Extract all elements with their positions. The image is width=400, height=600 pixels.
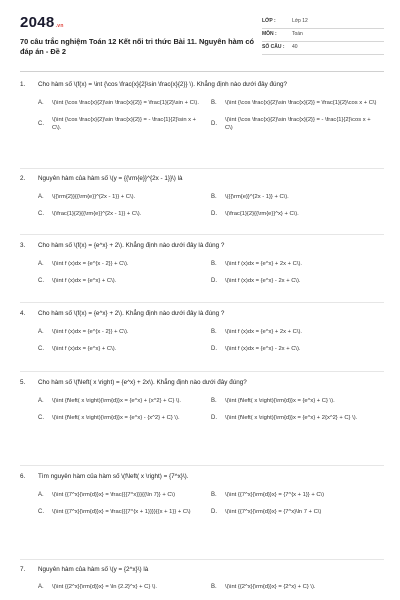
question-divider bbox=[20, 168, 384, 169]
option-a[interactable] bbox=[38, 491, 211, 499]
option-letter: C. bbox=[38, 508, 44, 515]
question-divider bbox=[20, 371, 384, 372]
option-c[interactable] bbox=[38, 345, 211, 353]
option-a[interactable] bbox=[38, 583, 211, 591]
option-c[interactable] bbox=[38, 277, 211, 285]
option-text: \(\int {f\left( x \right){\rm{d}}x = {e^x} + 2{x^2} + C} \). bbox=[225, 414, 358, 421]
question-stem bbox=[20, 81, 384, 90]
option-letter: B. bbox=[211, 193, 217, 200]
question-number: 4. bbox=[20, 310, 26, 317]
question-number: 1. bbox=[20, 81, 26, 88]
option-d[interactable] bbox=[211, 508, 384, 516]
options bbox=[38, 397, 384, 432]
options bbox=[38, 193, 384, 228]
options bbox=[38, 491, 384, 526]
option-letter: D. bbox=[211, 345, 217, 352]
option-text: \(\int {\cos \frac{x}{2}\sin \frac{x}{2}} = \frac{1}{2}\sin + C\). bbox=[52, 99, 199, 106]
option-b[interactable] bbox=[211, 99, 384, 107]
option-text: \(\frac{1}{2}{{\rm{e}}^x} + C\). bbox=[225, 210, 299, 217]
site-logo[interactable] bbox=[20, 14, 258, 31]
option-c[interactable] bbox=[38, 414, 211, 422]
question-number: 2. bbox=[20, 175, 26, 182]
option-text: \(\int f (x)dx = {e^x} + 2x + C\). bbox=[225, 328, 302, 335]
question-text: Cho hàm số \(f(x) = {e^x} + 2\). Khẳng định nào dưới đây là đúng ? bbox=[38, 310, 225, 317]
option-a[interactable] bbox=[38, 99, 211, 107]
question-divider bbox=[20, 465, 384, 466]
options bbox=[38, 99, 384, 142]
question-text: Tìm nguyên hàm của hàm số \(f\left( x \right) = {7^x}\). bbox=[38, 473, 189, 480]
question-7 bbox=[20, 566, 384, 600]
option-b[interactable] bbox=[211, 397, 384, 405]
option-text: \({\rm{2}}{{\rm{e}}^{2x - 1}} + C\). bbox=[52, 193, 136, 200]
option-text: \(\int f (x)dx = {e^x} - 2x + C\). bbox=[225, 277, 301, 284]
question-2 bbox=[20, 175, 384, 227]
question-divider bbox=[20, 234, 384, 235]
question-text: Cho hàm số \(f(x) = \int {\cos \frac{x}{2}\sin \frac{x}{2}} \). Khẳng định nào dưới đây đúng? bbox=[38, 81, 288, 88]
option-text: \(\int f (x)dx = {e^x} + 2x + C\). bbox=[225, 260, 302, 267]
option-text: \({{\rm{e}}^{2x - 1}} + C\). bbox=[225, 193, 289, 200]
option-text: \(\int {{7^x}{\rm{d}}x} = \frac{{{7^{x + 1}}}}{{x + 1}} + C\) bbox=[52, 508, 191, 515]
option-letter: D. bbox=[211, 277, 217, 284]
option-text: \(\int f (x)dx = {e^{x - 2}} + C\). bbox=[52, 328, 129, 335]
option-d[interactable] bbox=[211, 345, 384, 353]
option-letter: B. bbox=[211, 260, 217, 267]
question-number: 3. bbox=[20, 242, 26, 249]
question-text: Nguyên hàm của hàm số \(y = {2^x}\) là bbox=[38, 566, 149, 573]
question-divider bbox=[20, 559, 384, 560]
option-letter: D. bbox=[211, 414, 217, 421]
option-text: \(\int {f\left( x \right){\rm{d}}x = {e^x} + {x^2} + C} \). bbox=[52, 397, 182, 404]
option-letter: C. bbox=[38, 414, 44, 421]
option-letter: B. bbox=[211, 328, 217, 335]
option-letter: D. bbox=[211, 210, 217, 217]
question-stem bbox=[20, 566, 384, 575]
option-text: \(\int {\cos \frac{x}{2}\sin \frac{x}{2}} = - \frac{1}{2}\sin x + C\). bbox=[52, 116, 197, 132]
question-stem bbox=[20, 175, 384, 184]
option-letter: A. bbox=[38, 328, 44, 335]
option-d[interactable] bbox=[211, 277, 384, 285]
meta-value: 40 bbox=[292, 44, 298, 50]
option-c[interactable] bbox=[38, 210, 211, 218]
option-text: \(\int f (x)dx = {e^x} + C\). bbox=[52, 277, 117, 284]
question-text: Cho hàm số \(f(x) = {e^x} + 2\). Khẳng định nào dưới đây là đúng ? bbox=[38, 242, 225, 249]
logo-suffix: .vn bbox=[55, 23, 64, 29]
question-5 bbox=[20, 379, 384, 431]
option-c[interactable] bbox=[38, 116, 211, 133]
option-text: \(\int {{7^x}{\rm{d}}x} = {7^x}\ln 7 + C\) bbox=[225, 508, 322, 515]
option-letter: A. bbox=[38, 260, 44, 267]
option-letter: A. bbox=[38, 491, 44, 498]
question-number: 6. bbox=[20, 473, 26, 480]
logo-text: 2048 bbox=[20, 14, 55, 31]
option-letter: A. bbox=[38, 193, 44, 200]
options bbox=[38, 328, 384, 363]
question-stem bbox=[20, 379, 384, 388]
option-text: \(\int {f\left( x \right){\rm{d}}x = {e^x} + C} \). bbox=[225, 397, 335, 404]
option-d[interactable] bbox=[211, 116, 384, 133]
option-letter: A. bbox=[38, 99, 44, 106]
meta-key: MÔN : bbox=[262, 31, 277, 37]
meta-row-grade bbox=[262, 16, 384, 29]
option-b[interactable] bbox=[211, 491, 384, 499]
question-stem bbox=[20, 310, 384, 319]
meta-value: Lớp 12 bbox=[292, 18, 308, 24]
option-letter: C. bbox=[38, 210, 44, 217]
options bbox=[38, 583, 384, 600]
header bbox=[20, 14, 384, 57]
option-letter: A. bbox=[38, 583, 44, 590]
question-number: 7. bbox=[20, 566, 26, 573]
question-6 bbox=[20, 473, 384, 525]
question-divider bbox=[20, 302, 384, 303]
option-letter: D. bbox=[211, 121, 217, 128]
option-d[interactable] bbox=[211, 414, 384, 422]
option-a[interactable] bbox=[38, 193, 211, 201]
option-d[interactable] bbox=[211, 210, 384, 218]
option-text: \(\frac{1}{2}{{\rm{e}}^{2x - 1}} + C\). bbox=[52, 210, 142, 217]
option-letter: B. bbox=[211, 583, 217, 590]
option-text: \(\int {f\left( x \right){\rm{d}}x = {e^x} - {x^2} + C} \). bbox=[52, 414, 180, 421]
option-text: \(\int {{2^x}{\rm{d}}x} = {2^x} + C} \). bbox=[225, 583, 316, 590]
option-b[interactable] bbox=[211, 193, 384, 201]
option-b[interactable] bbox=[211, 260, 384, 268]
option-text: \(\int {{7^x}{\rm{d}}x} = {7^{x + 1}} + C\) bbox=[225, 491, 325, 498]
question-stem bbox=[20, 242, 384, 251]
option-letter: C. bbox=[38, 121, 44, 128]
header-left bbox=[20, 14, 258, 57]
question-stem bbox=[20, 473, 384, 482]
option-text: \(\int {\cos \frac{x}{2}\sin \frac{x}{2}} = - \frac{1}{2}\cos x + C\) bbox=[225, 116, 371, 132]
option-text: \(\int f (x)dx = {e^x} - 2x + C\). bbox=[225, 345, 301, 352]
question-1 bbox=[20, 81, 384, 141]
meta-key: SỐ CÂU : bbox=[262, 44, 285, 50]
question-number: 5. bbox=[20, 379, 26, 386]
option-a[interactable] bbox=[38, 397, 211, 405]
meta-key: LỚP : bbox=[262, 18, 276, 24]
document-title: 70 câu trắc nghiệm Toán 12 Kết nối tri thức Bài 11. Nguyên hàm có đáp án - Đề 2 bbox=[20, 37, 254, 56]
meta-value: Toán bbox=[292, 31, 303, 37]
option-letter: C. bbox=[38, 345, 44, 352]
question-text: Cho hàm số \(f\left( x \right) = {e^x} + 2x\). Khẳng định nào dưới đây đúng? bbox=[38, 379, 247, 386]
question-3 bbox=[20, 242, 384, 294]
meta-table bbox=[262, 16, 384, 55]
option-text: \(\int {{7^x}{\rm{d}}x} = \frac{{{7^x}}}{{\ln 7}} + C\) bbox=[52, 491, 176, 498]
option-letter: D. bbox=[211, 508, 217, 515]
meta-row-subject bbox=[262, 29, 384, 42]
option-letter: B. bbox=[211, 99, 217, 106]
option-letter: A. bbox=[38, 397, 44, 404]
option-letter: C. bbox=[38, 277, 44, 284]
option-text: \(\int {\cos \frac{x}{2}\sin \frac{x}{2}} = \frac{1}{2}\cos x + C\) bbox=[225, 99, 377, 106]
question-4 bbox=[20, 310, 384, 362]
option-text: \(\int f (x)dx = {e^{x - 2}} + C\). bbox=[52, 260, 129, 267]
option-letter: B. bbox=[211, 397, 217, 404]
question-text: Nguyên hàm của hàm số \(y = {{\rm{e}}^{2x - 1}}\) là bbox=[38, 175, 183, 182]
header-divider bbox=[20, 71, 384, 72]
option-b[interactable] bbox=[211, 583, 384, 591]
option-letter: B. bbox=[211, 491, 217, 498]
option-text: \(\int f (x)dx = {e^x} + C\). bbox=[52, 345, 117, 352]
option-a[interactable] bbox=[38, 260, 211, 268]
options bbox=[38, 260, 384, 295]
option-b[interactable] bbox=[211, 328, 384, 336]
option-c[interactable] bbox=[38, 508, 211, 516]
meta-row-count bbox=[262, 42, 384, 55]
option-a[interactable] bbox=[38, 328, 211, 336]
option-text: \(\int {{2^x}{\rm{d}}x} = \ln {2.2}^x} + C} \). bbox=[52, 583, 158, 590]
